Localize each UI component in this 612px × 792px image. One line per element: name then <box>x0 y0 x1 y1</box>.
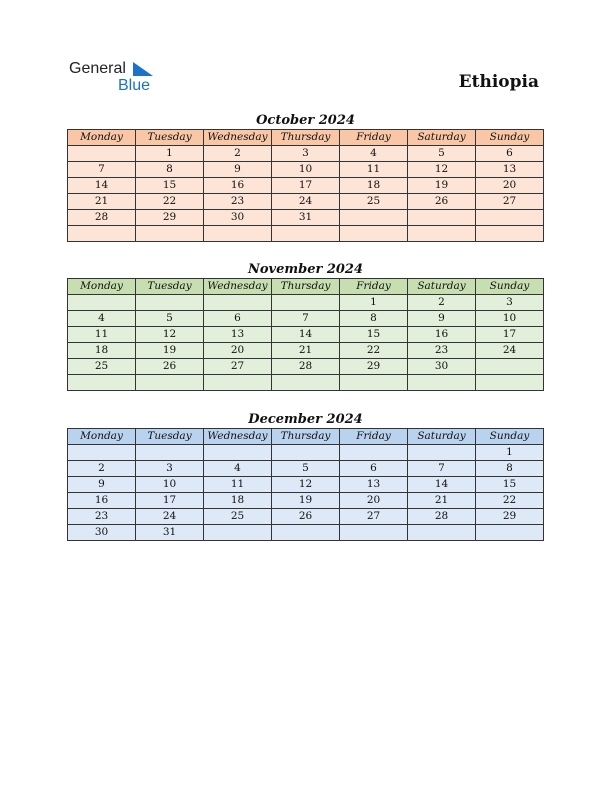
day-cell: 11 <box>68 327 136 343</box>
day-cell <box>272 375 340 391</box>
logo <box>69 60 169 96</box>
weekday-header: Sunday <box>476 429 544 445</box>
logo-triangle-icon <box>133 62 153 78</box>
day-cell <box>136 295 204 311</box>
day-cell: 4 <box>68 311 136 327</box>
week-row <box>68 375 544 391</box>
day-cell: 28 <box>408 509 476 525</box>
day-cell: 5 <box>136 311 204 327</box>
month-november <box>67 261 544 391</box>
weekday-header: Friday <box>340 130 408 146</box>
day-cell <box>68 226 136 242</box>
day-cell: 11 <box>204 477 272 493</box>
day-cell: 12 <box>272 477 340 493</box>
day-cell <box>68 146 136 162</box>
day-cell: 19 <box>136 343 204 359</box>
day-cell <box>408 226 476 242</box>
weekday-header: Wednesday <box>204 279 272 295</box>
day-cell <box>136 445 204 461</box>
calendar-table <box>67 278 544 391</box>
day-cell: 8 <box>476 461 544 477</box>
day-cell <box>204 525 272 541</box>
month-title: December 2024 <box>248 412 363 427</box>
day-cell: 18 <box>340 178 408 194</box>
weekday-header: Thursday <box>272 279 340 295</box>
day-cell <box>136 226 204 242</box>
day-cell: 19 <box>272 493 340 509</box>
day-cell: 18 <box>204 493 272 509</box>
day-cell: 1 <box>136 146 204 162</box>
week-row <box>68 210 544 226</box>
day-cell: 11 <box>340 162 408 178</box>
month-october <box>67 112 544 242</box>
calendar-table <box>67 129 544 242</box>
day-cell: 5 <box>408 146 476 162</box>
day-cell: 10 <box>272 162 340 178</box>
month-december <box>67 411 544 541</box>
day-cell: 13 <box>340 477 408 493</box>
day-cell: 14 <box>272 327 340 343</box>
day-cell <box>476 525 544 541</box>
day-cell <box>340 210 408 226</box>
day-cell <box>476 359 544 375</box>
week-row <box>68 178 544 194</box>
weekday-header: Sunday <box>476 279 544 295</box>
day-cell: 31 <box>272 210 340 226</box>
weekday-header: Monday <box>68 130 136 146</box>
day-cell <box>272 445 340 461</box>
weekday-header: Tuesday <box>136 429 204 445</box>
weekday-header: Wednesday <box>204 429 272 445</box>
day-cell <box>68 295 136 311</box>
weekday-header: Sunday <box>476 130 544 146</box>
week-row <box>68 493 544 509</box>
day-cell <box>408 525 476 541</box>
day-cell: 22 <box>340 343 408 359</box>
day-cell: 22 <box>476 493 544 509</box>
day-cell: 21 <box>408 493 476 509</box>
day-cell <box>408 210 476 226</box>
day-cell: 26 <box>408 194 476 210</box>
day-cell: 4 <box>340 146 408 162</box>
weekday-header: Wednesday <box>204 130 272 146</box>
day-cell: 1 <box>476 445 544 461</box>
day-cell: 6 <box>204 311 272 327</box>
day-cell <box>204 445 272 461</box>
day-cell: 25 <box>204 509 272 525</box>
day-cell <box>476 210 544 226</box>
day-cell: 26 <box>136 359 204 375</box>
day-cell: 6 <box>340 461 408 477</box>
week-row <box>68 226 544 242</box>
week-row <box>68 477 544 493</box>
day-cell: 1 <box>340 295 408 311</box>
day-cell: 8 <box>340 311 408 327</box>
day-cell <box>340 375 408 391</box>
day-cell: 9 <box>68 477 136 493</box>
day-cell <box>408 375 476 391</box>
day-cell: 17 <box>476 327 544 343</box>
day-cell: 27 <box>204 359 272 375</box>
day-cell: 29 <box>136 210 204 226</box>
day-cell: 23 <box>204 194 272 210</box>
logo-general-text: General <box>69 60 126 77</box>
day-cell: 14 <box>68 178 136 194</box>
week-row <box>68 194 544 210</box>
weekday-header: Thursday <box>272 130 340 146</box>
day-cell: 16 <box>68 493 136 509</box>
day-cell: 13 <box>476 162 544 178</box>
day-cell: 25 <box>68 359 136 375</box>
day-cell <box>272 295 340 311</box>
day-cell: 30 <box>408 359 476 375</box>
day-cell: 24 <box>272 194 340 210</box>
weekday-header: Saturday <box>408 279 476 295</box>
day-cell: 23 <box>68 509 136 525</box>
day-cell: 28 <box>68 210 136 226</box>
week-row <box>68 295 544 311</box>
week-row <box>68 525 544 541</box>
weekday-header-row <box>68 429 544 445</box>
day-cell: 25 <box>340 194 408 210</box>
weekday-header: Friday <box>340 429 408 445</box>
day-cell <box>408 445 476 461</box>
day-cell: 26 <box>272 509 340 525</box>
day-cell: 16 <box>204 178 272 194</box>
day-cell: 24 <box>476 343 544 359</box>
weekday-header: Tuesday <box>136 279 204 295</box>
day-cell <box>340 445 408 461</box>
day-cell: 17 <box>272 178 340 194</box>
day-cell: 4 <box>204 461 272 477</box>
week-row <box>68 162 544 178</box>
week-row <box>68 311 544 327</box>
day-cell <box>340 525 408 541</box>
day-cell: 31 <box>136 525 204 541</box>
day-cell: 8 <box>136 162 204 178</box>
day-cell: 29 <box>340 359 408 375</box>
day-cell <box>68 375 136 391</box>
day-cell: 7 <box>68 162 136 178</box>
day-cell <box>340 226 408 242</box>
day-cell: 23 <box>408 343 476 359</box>
day-cell <box>204 295 272 311</box>
week-row <box>68 461 544 477</box>
weekday-header: Friday <box>340 279 408 295</box>
day-cell: 9 <box>408 311 476 327</box>
day-cell <box>476 375 544 391</box>
day-cell <box>204 226 272 242</box>
week-row <box>68 327 544 343</box>
day-cell <box>272 525 340 541</box>
day-cell: 5 <box>272 461 340 477</box>
day-cell: 15 <box>476 477 544 493</box>
weekday-header: Thursday <box>272 429 340 445</box>
day-cell: 6 <box>476 146 544 162</box>
week-row <box>68 146 544 162</box>
day-cell: 3 <box>272 146 340 162</box>
weekday-header-row <box>68 279 544 295</box>
day-cell: 2 <box>204 146 272 162</box>
day-cell: 30 <box>68 525 136 541</box>
weekday-header: Monday <box>68 279 136 295</box>
month-title: November 2024 <box>247 262 364 277</box>
day-cell: 12 <box>408 162 476 178</box>
day-cell: 29 <box>476 509 544 525</box>
day-cell: 10 <box>476 311 544 327</box>
day-cell: 7 <box>408 461 476 477</box>
day-cell: 15 <box>340 327 408 343</box>
day-cell: 16 <box>408 327 476 343</box>
week-row <box>68 445 544 461</box>
day-cell: 24 <box>136 509 204 525</box>
day-cell: 2 <box>408 295 476 311</box>
weekday-header: Saturday <box>408 429 476 445</box>
day-cell: 12 <box>136 327 204 343</box>
calendar-table <box>67 428 544 541</box>
day-cell: 20 <box>340 493 408 509</box>
weekday-header: Saturday <box>408 130 476 146</box>
day-cell: 18 <box>68 343 136 359</box>
day-cell: 28 <box>272 359 340 375</box>
day-cell: 19 <box>408 178 476 194</box>
day-cell: 22 <box>136 194 204 210</box>
day-cell <box>136 375 204 391</box>
day-cell: 7 <box>272 311 340 327</box>
week-row <box>68 343 544 359</box>
day-cell <box>272 226 340 242</box>
month-title: October 2024 <box>256 113 355 128</box>
day-cell: 15 <box>136 178 204 194</box>
day-cell: 13 <box>204 327 272 343</box>
day-cell: 27 <box>340 509 408 525</box>
day-cell: 9 <box>204 162 272 178</box>
day-cell: 20 <box>476 178 544 194</box>
day-cell <box>476 226 544 242</box>
day-cell: 21 <box>68 194 136 210</box>
weekday-header: Tuesday <box>136 130 204 146</box>
week-row <box>68 509 544 525</box>
day-cell: 21 <box>272 343 340 359</box>
week-row <box>68 359 544 375</box>
day-cell: 20 <box>204 343 272 359</box>
day-cell: 30 <box>204 210 272 226</box>
day-cell: 17 <box>136 493 204 509</box>
weekday-header: Monday <box>68 429 136 445</box>
day-cell: 3 <box>136 461 204 477</box>
day-cell: 3 <box>476 295 544 311</box>
day-cell: 14 <box>408 477 476 493</box>
day-cell: 10 <box>136 477 204 493</box>
weekday-header-row <box>68 130 544 146</box>
logo-blue-text: Blue <box>118 77 151 94</box>
day-cell <box>68 445 136 461</box>
day-cell: 27 <box>476 194 544 210</box>
day-cell <box>204 375 272 391</box>
country-title: Ethiopia <box>458 72 539 92</box>
day-cell: 2 <box>68 461 136 477</box>
